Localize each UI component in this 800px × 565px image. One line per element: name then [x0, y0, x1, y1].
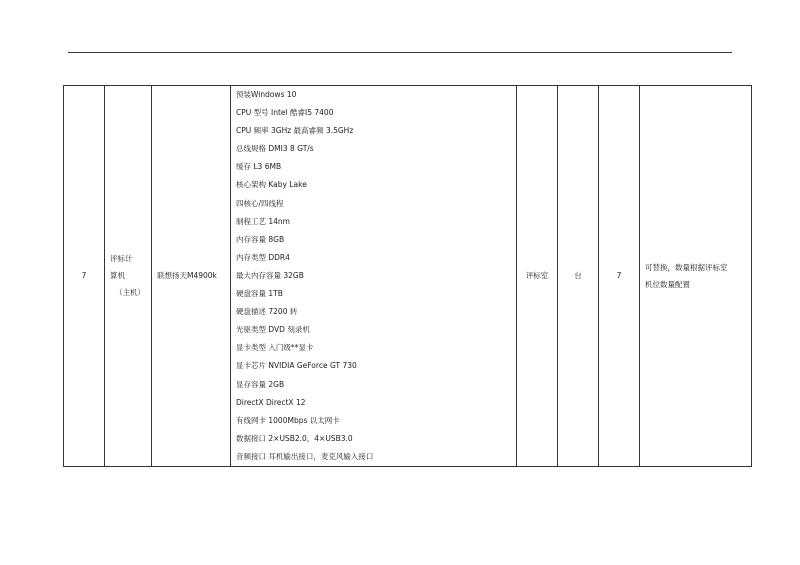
spec-line: 显卡类型 入门级**显卡	[236, 343, 314, 353]
item-name-line: （主机）	[115, 288, 145, 298]
spec-line: DirectX DirectX 12	[236, 397, 306, 407]
item-model: 联想扬天M4900k	[152, 86, 231, 467]
spec-line: 硬盘容量 1TB	[236, 289, 283, 299]
spec-line: CPU 频率 3GHz 最高睿频 3.5GHz	[236, 126, 354, 136]
spec-line: 缓存 L3 6MB	[236, 162, 282, 172]
spec-line: 显存容量 2GB	[236, 379, 285, 389]
spec-line: 最大内存容量 32GB	[236, 270, 304, 280]
equipment-table	[63, 85, 752, 467]
spec-line: 有线网卡 1000Mbps 以太网卡	[236, 415, 340, 425]
spec-line: 总线规格 DMI3 8 GT/s	[236, 144, 314, 154]
item-name-line: 算机	[110, 271, 125, 281]
spec-line: 内存类型 DDR4	[236, 252, 290, 262]
item-name	[105, 86, 152, 467]
item-name-line: 评标计	[110, 254, 133, 264]
item-unit: 台	[558, 86, 599, 467]
spec-line: 音频接口 耳机输出接口，麦克风输入接口	[236, 451, 374, 461]
spec-line: 硬盘描述 7200 转	[236, 307, 298, 317]
item-index: 7	[64, 86, 105, 467]
spec-line: 制程工艺 14nm	[236, 216, 290, 226]
header-rule	[68, 52, 732, 53]
spec-line: CPU 型号 Intel 酷睿I5 7400	[236, 108, 334, 118]
item-specs	[231, 86, 517, 467]
spec-line: 核心架构 Kaby Lake	[236, 180, 307, 190]
item-note	[640, 86, 752, 467]
spec-line: 四核心/四线程	[236, 198, 284, 208]
item-note-line: 可替换，数量根据评标室	[645, 262, 728, 272]
spec-line: 数据接口 2×USB2.0，4×USB3.0	[236, 433, 353, 443]
spec-line: 预装Windows 10	[236, 90, 297, 99]
table-row	[64, 86, 752, 467]
item-quantity: 7	[599, 86, 640, 467]
spec-line: 显卡芯片 NVIDIA GeForce GT 730	[236, 361, 357, 371]
item-location: 评标室	[517, 86, 558, 467]
spec-line: 光驱类型 DVD 刻录机	[236, 325, 310, 335]
spec-line: 内存容量 8GB	[236, 234, 285, 244]
item-note-line: 机位数量配置	[645, 279, 690, 289]
